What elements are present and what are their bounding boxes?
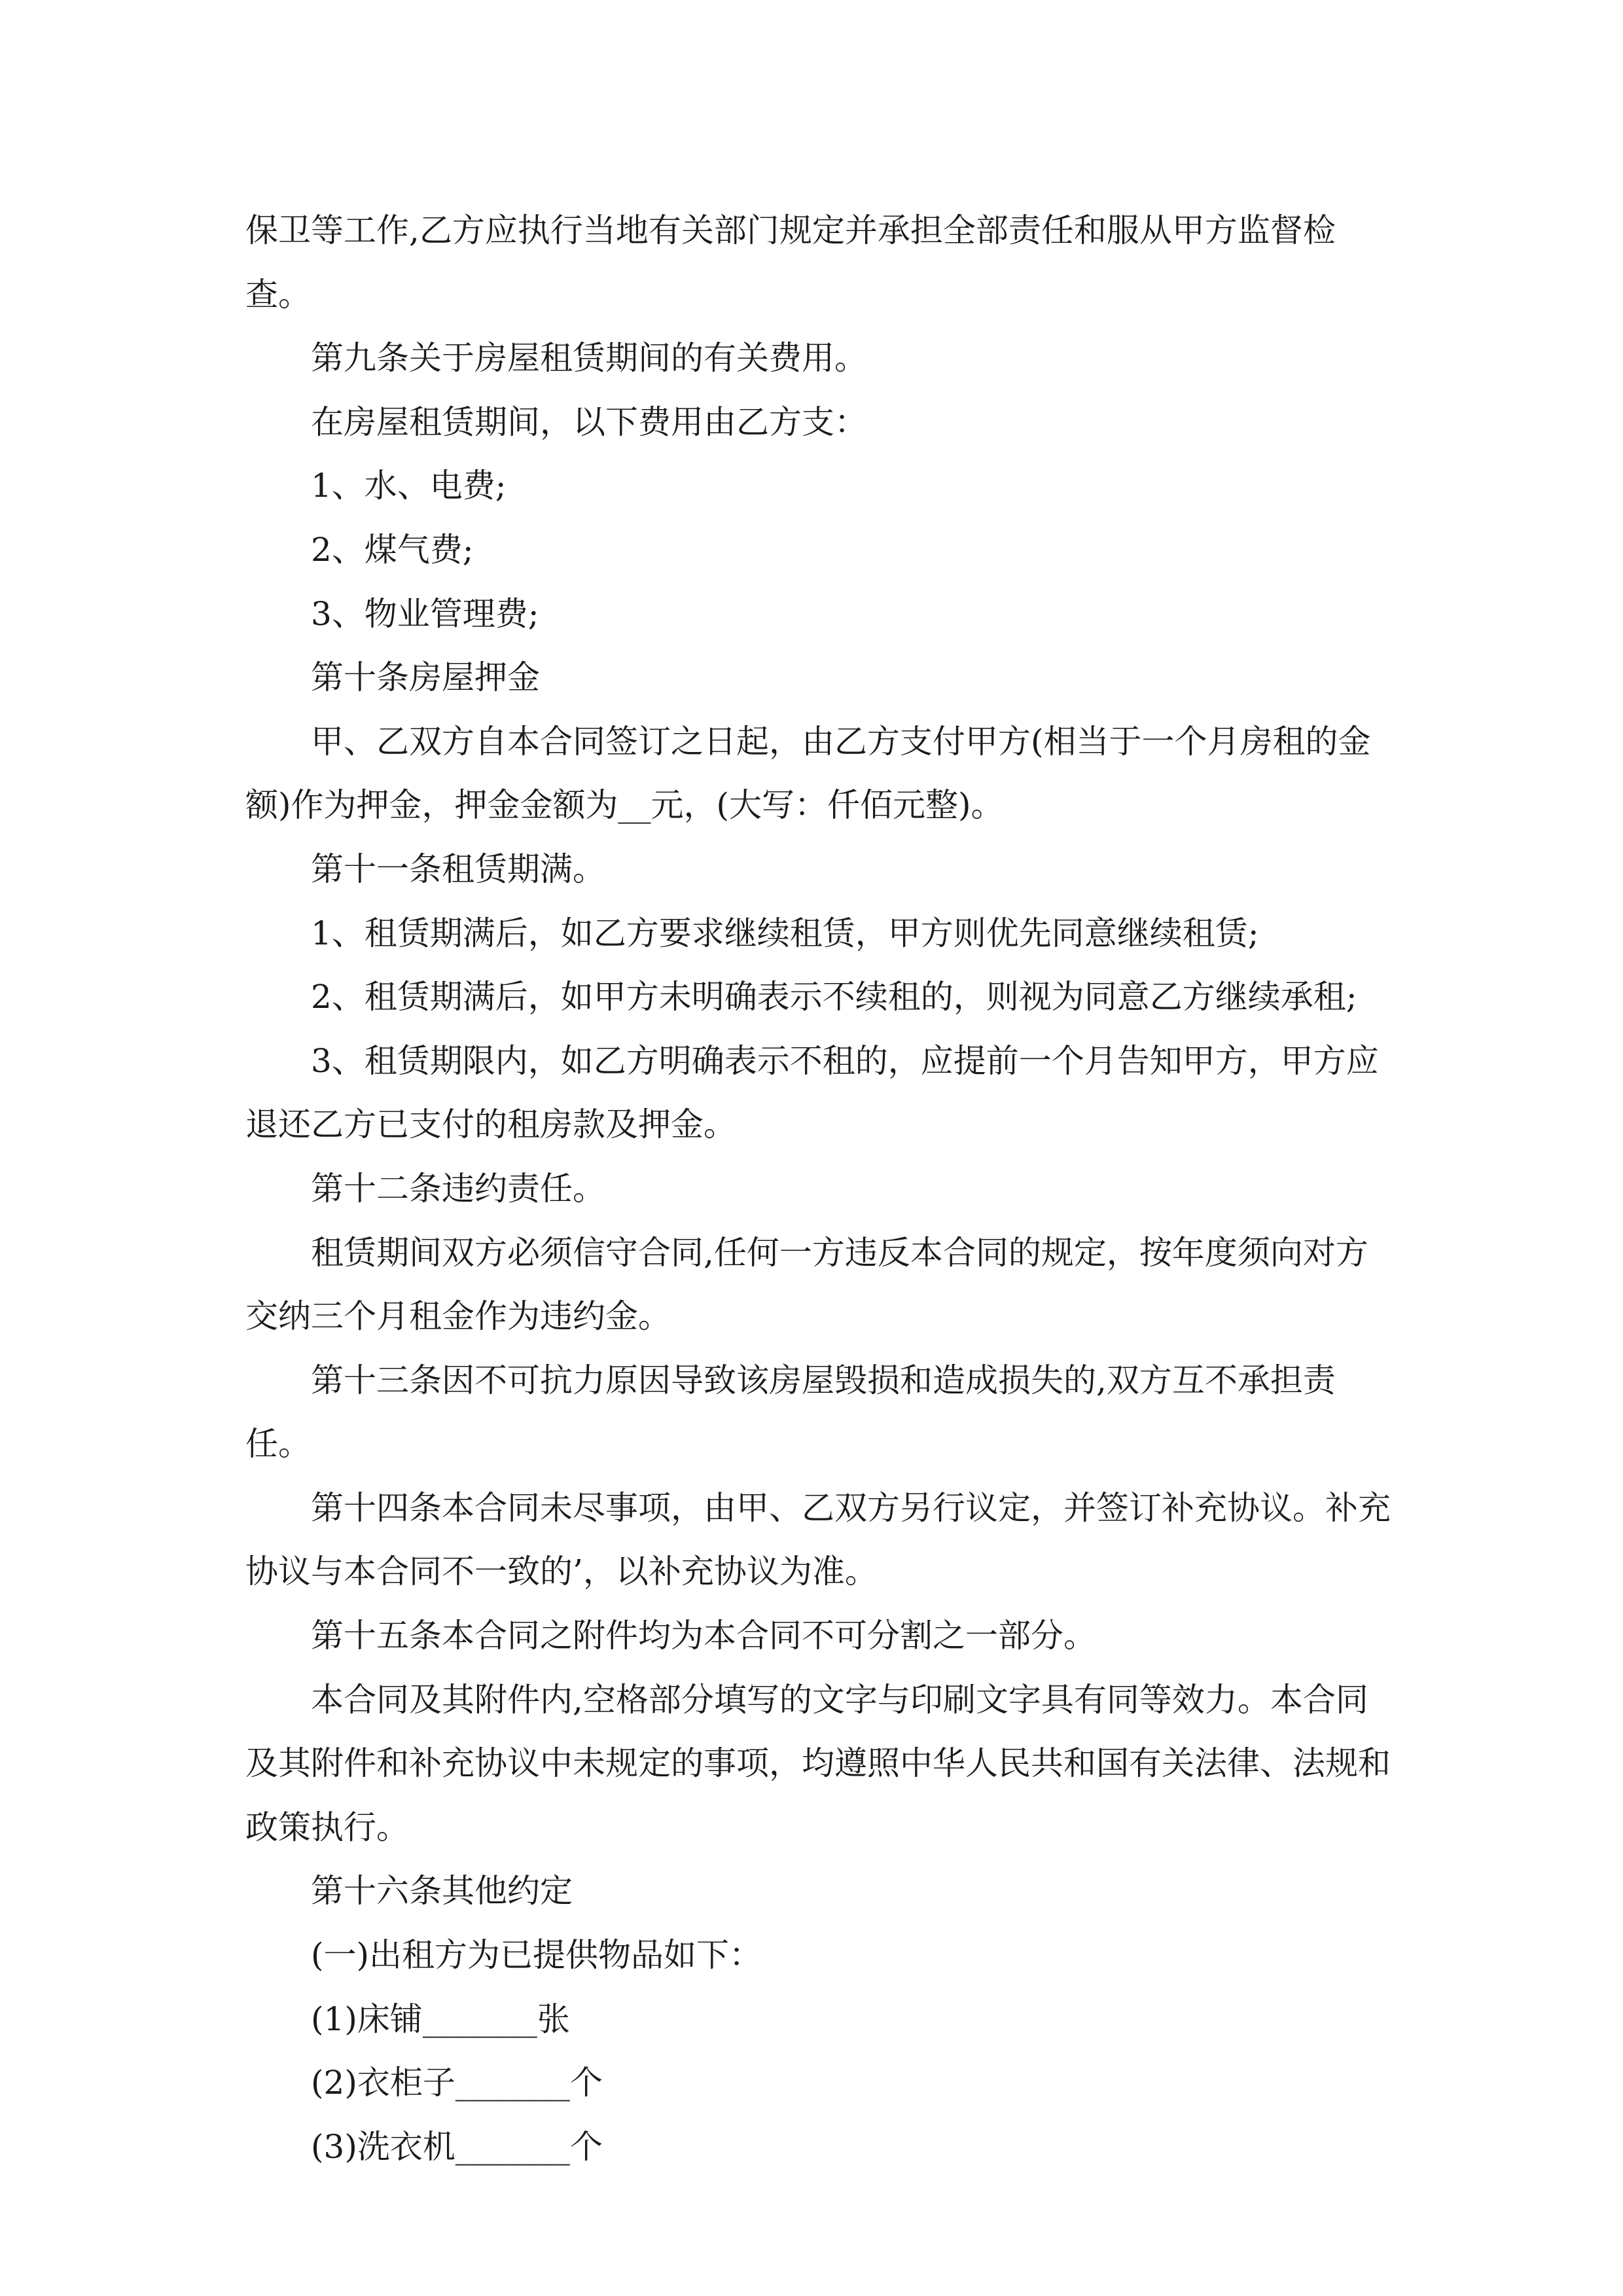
article-heading: 第十六条其他约定 — [311, 1872, 573, 1910]
list-item: 3、物业管理费; — [311, 594, 539, 633]
document-body — [245, 199, 1397, 2179]
list-item: 1、租赁期满后，如乙方要求继续租赁，甲方则优先同意继续租赁; — [311, 914, 1259, 952]
article-heading: 第九条关于房屋租赁期间的有关费用。 — [311, 339, 867, 378]
paragraph: 保卫等工作,乙方应执行当地有关部门规定并承担全部责任和服从甲方监督检查。 — [245, 211, 1336, 314]
list-item: (2)衣柜子_______个 — [311, 2064, 603, 2102]
list-item: 3、租赁期限内，如乙方明确表示不租的，应提前一个月告知甲方，甲方应退还乙方已支付的租房款及押金。 — [245, 1041, 1379, 1144]
article-heading: 第十一条租赁期满。 — [311, 850, 605, 888]
article-heading: 第十二条违约责任。 — [311, 1169, 605, 1208]
article-paragraph: 第十五条本合同之附件均为本合同不可分割之一部分。 — [311, 1617, 1096, 1655]
paragraph: 甲、乙双方自本合同签订之日起，由乙方支付甲方(相当于一个月房租的金额)作为押金，押金金额为__元，(大写：仟佰元整)。 — [245, 722, 1371, 825]
paragraph: (一)出租方为已提供物品如下： — [311, 1936, 762, 1975]
list-item: (3)洗衣机_______个 — [311, 2127, 603, 2166]
list-item: (1)床铺_______张 — [311, 2000, 570, 2038]
paragraph: 租赁期间双方必须信守合同,任何一方违反本合同的规定，按年度须向对方交纳三个月租金作为违约金。 — [245, 1233, 1368, 1336]
list-item: 1、水、电费; — [311, 467, 507, 505]
paragraph: 在房屋租赁期间，以下费用由乙方支： — [311, 403, 867, 441]
article-paragraph: 第十四条本合同未尽事项，由甲、乙双方另行议定，并签订补充协议。补充协议与本合同不一致的’，以补充协议为准。 — [245, 1488, 1391, 1591]
paragraph: 本合同及其附件内,空格部分填写的文字与印刷文字具有同等效力。本合同及其附件和补充协议中未规定的事项，均遵照中华人民共和国有关法律、法规和政策执行。 — [245, 1680, 1391, 1846]
list-item: 2、租赁期满后，如甲方未明确表示不续租的，则视为同意乙方继续承租; — [311, 978, 1357, 1016]
article-heading: 第十条房屋押金 — [311, 658, 540, 697]
list-item: 2、煤气费; — [311, 530, 474, 569]
article-paragraph: 第十三条因不可抗力原因导致该房屋毁损和造成损失的,双方互不承担责任。 — [245, 1361, 1336, 1463]
